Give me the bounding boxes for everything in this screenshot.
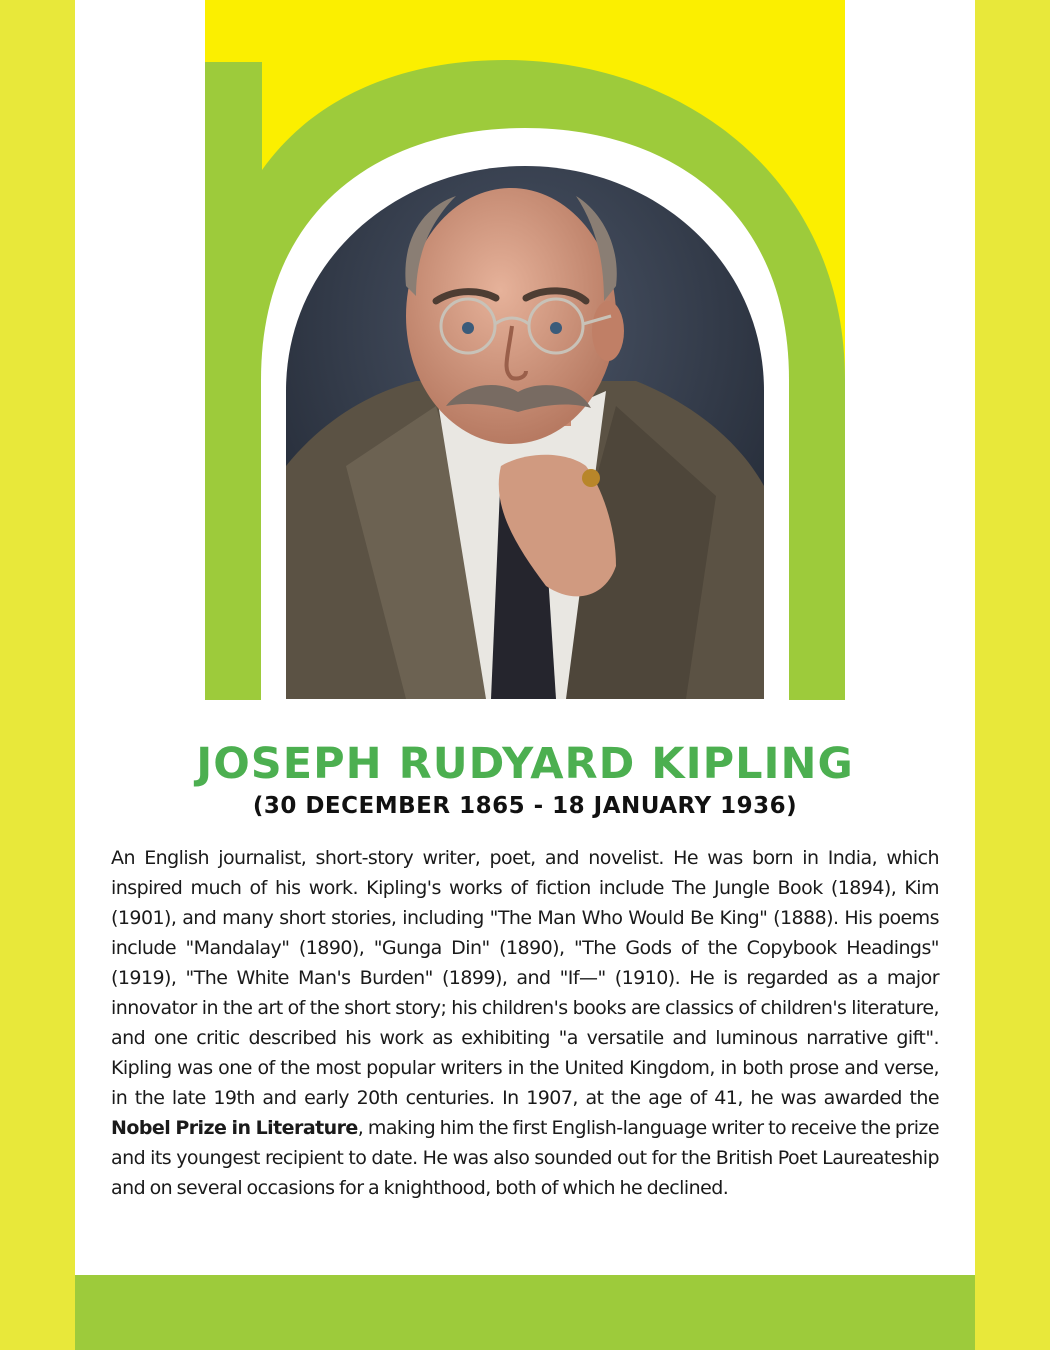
bio-highlight: Nobel Prize in Literature [111, 1117, 358, 1139]
left-side-band [0, 0, 75, 1350]
right-side-band [975, 0, 1050, 1350]
portrait-photo-icon [286, 166, 764, 699]
person-name: JOSEPH RUDYARD KIPLING [196, 739, 854, 789]
footer-band [75, 1275, 975, 1350]
biography-text [111, 843, 939, 1203]
bio-part-1: An English journalist, short-story writer, poet, and novelist. He was born in India, which inspired much of his work. Kipling's works of fiction include The Jungle Book (1894), Kim (1901), and many short stories, including "The Man Who Would Be King" (1888). His poems include "Mandalay" (1890), "Gunga Din" (1890), "The Gods of the Copybook Headings" (1919), "The White Man's Burden" (1899), and "If—" (1910). He is regarded as a major innovator in the art of the short story; his children's books are classics of children's literature, and one critic described his work as exhibiting "a versatile and luminous narrative gift". Kipling was one of the most popular writers in the United Kingdom, in both prose and verse, in the late 19th and early 20th centuries. In 1907, at the age of 41, he was awarded the [111, 847, 939, 1109]
bio-part-2: , making him the first English-language writer to receive the prize and its youngest recipient to date. He was also sounded out for the British Poet Laureateship and on several occasions for a knighthood, both of which he declined. [111, 1117, 939, 1199]
life-dates: (30 DECEMBER 1865 - 18 JANUARY 1936) [252, 793, 798, 819]
